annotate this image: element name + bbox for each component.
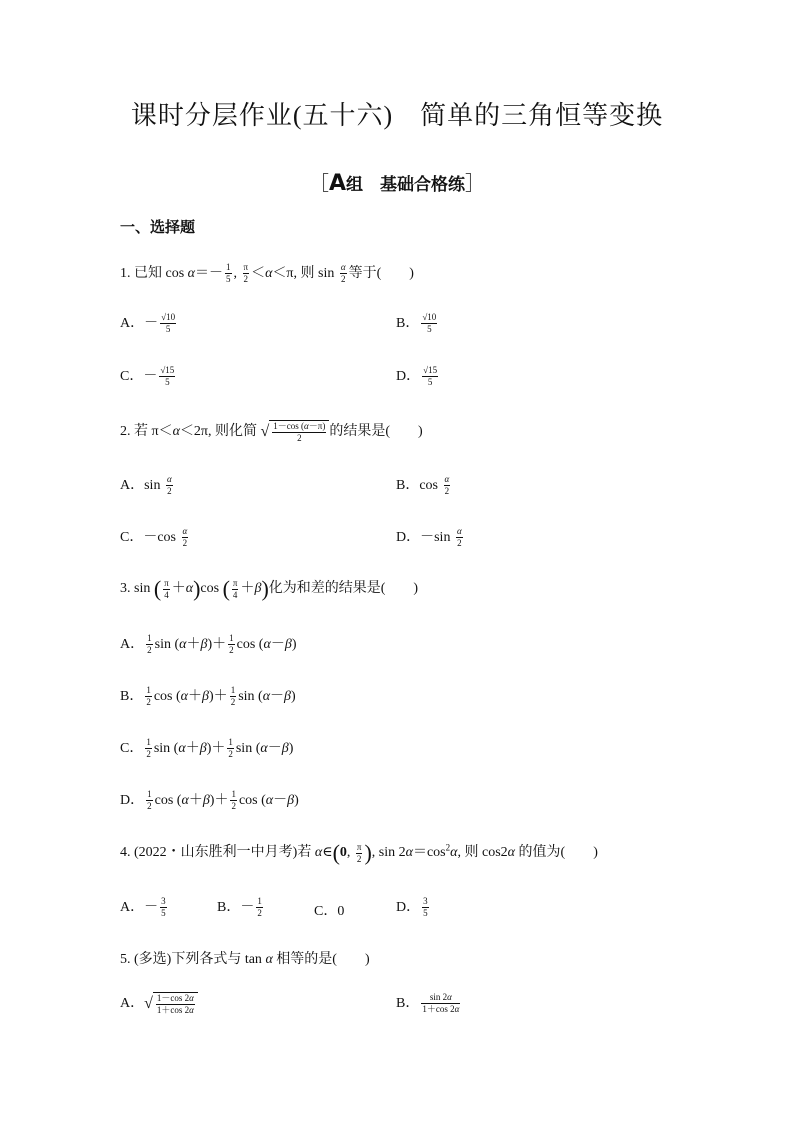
- question-2: 2. 若 π＜α＜2π, 则化简 √ $\frac{1-\cos (\alpha-\pi)}{2}$ 的结果是( ): [120, 421, 423, 443]
- q3-option-b[interactable]: B． $\frac{1}{2}$ cos (α＋β)＋ $\frac{1}{2}$ sin (α－β): [120, 685, 296, 708]
- question-3: 3. sin ( $\frac{\pi}{4}$ ＋α)cos ( $\frac{\pi}{4}$ ＋β)化为和差的结果是( ): [120, 576, 419, 601]
- group-heading: ［A组 基础合格练］: [308, 171, 486, 196]
- q2-option-c[interactable]: C．－cos $\frac{\alpha}{2}$: [120, 526, 188, 549]
- q3-option-c[interactable]: C． $\frac{1}{2}$ sin (α＋β)＋ $\frac{1}{2}$ sin (α－β): [120, 737, 294, 760]
- q1-option-b[interactable]: B． $\frac{√10}{5}$: [396, 312, 437, 335]
- q4-option-c[interactable]: C．0: [314, 904, 345, 919]
- q1-option-c[interactable]: C．－ $\frac{√15}{5}$: [120, 365, 175, 388]
- question-1: 1. 已知 cos α＝－ $\frac{1}{5}$ , $\frac{\pi}{2}$ ＜α＜π, 则 sin $\frac{\alpha}{2}$ 等于( ): [120, 262, 414, 285]
- q2-option-d[interactable]: D．－sin $\frac{\alpha}{2}$: [396, 526, 462, 549]
- q3-option-a[interactable]: A． $\frac{1}{2}$ sin (α＋β)＋ $\frac{1}{2}$ cos (α－β): [120, 633, 297, 656]
- q5-option-b[interactable]: B． $\frac{\sin 2\alpha}{1+\cos 2\alpha}$: [396, 992, 460, 1015]
- q1-option-d[interactable]: D． $\frac{√15}{5}$: [396, 365, 438, 388]
- q2-option-a[interactable]: A．sin $\frac{\alpha}{2}$: [120, 474, 172, 497]
- q3-option-d[interactable]: D． $\frac{1}{2}$ cos (α＋β)＋ $\frac{1}{2}$ cos (α－β): [120, 789, 299, 812]
- section-heading: 一、选择题: [120, 218, 196, 236]
- q4-option-a[interactable]: A．－ $\frac{3}{5}$: [120, 896, 166, 919]
- page-title: 课时分层作业(五十六) 简单的三角恒等变换: [130, 101, 664, 130]
- q5-option-a[interactable]: A．√ $\frac{1-\cos 2\alpha}{1+\cos 2\alpha}$: [120, 992, 198, 1016]
- question-5: 5. (多选)下列各式与 tan α 相等的是( ): [120, 952, 370, 967]
- q4-option-d[interactable]: D． $\frac{3}{5}$: [396, 896, 428, 919]
- q4-option-b[interactable]: B．－ $\frac{1}{2}$: [217, 896, 262, 919]
- q1-option-a[interactable]: A．－ $\frac{√10}{5}$: [120, 312, 176, 335]
- question-4: 4. (2022・山东胜利一中月考)若 α∈(0, $\frac{\pi}{2}$ ), $\sin 2\alpha=\cos^2\alpha$, 则 cos2α 的值为( ): [120, 840, 598, 865]
- q2-option-b[interactable]: B．cos $\frac{\alpha}{2}$: [396, 474, 450, 497]
